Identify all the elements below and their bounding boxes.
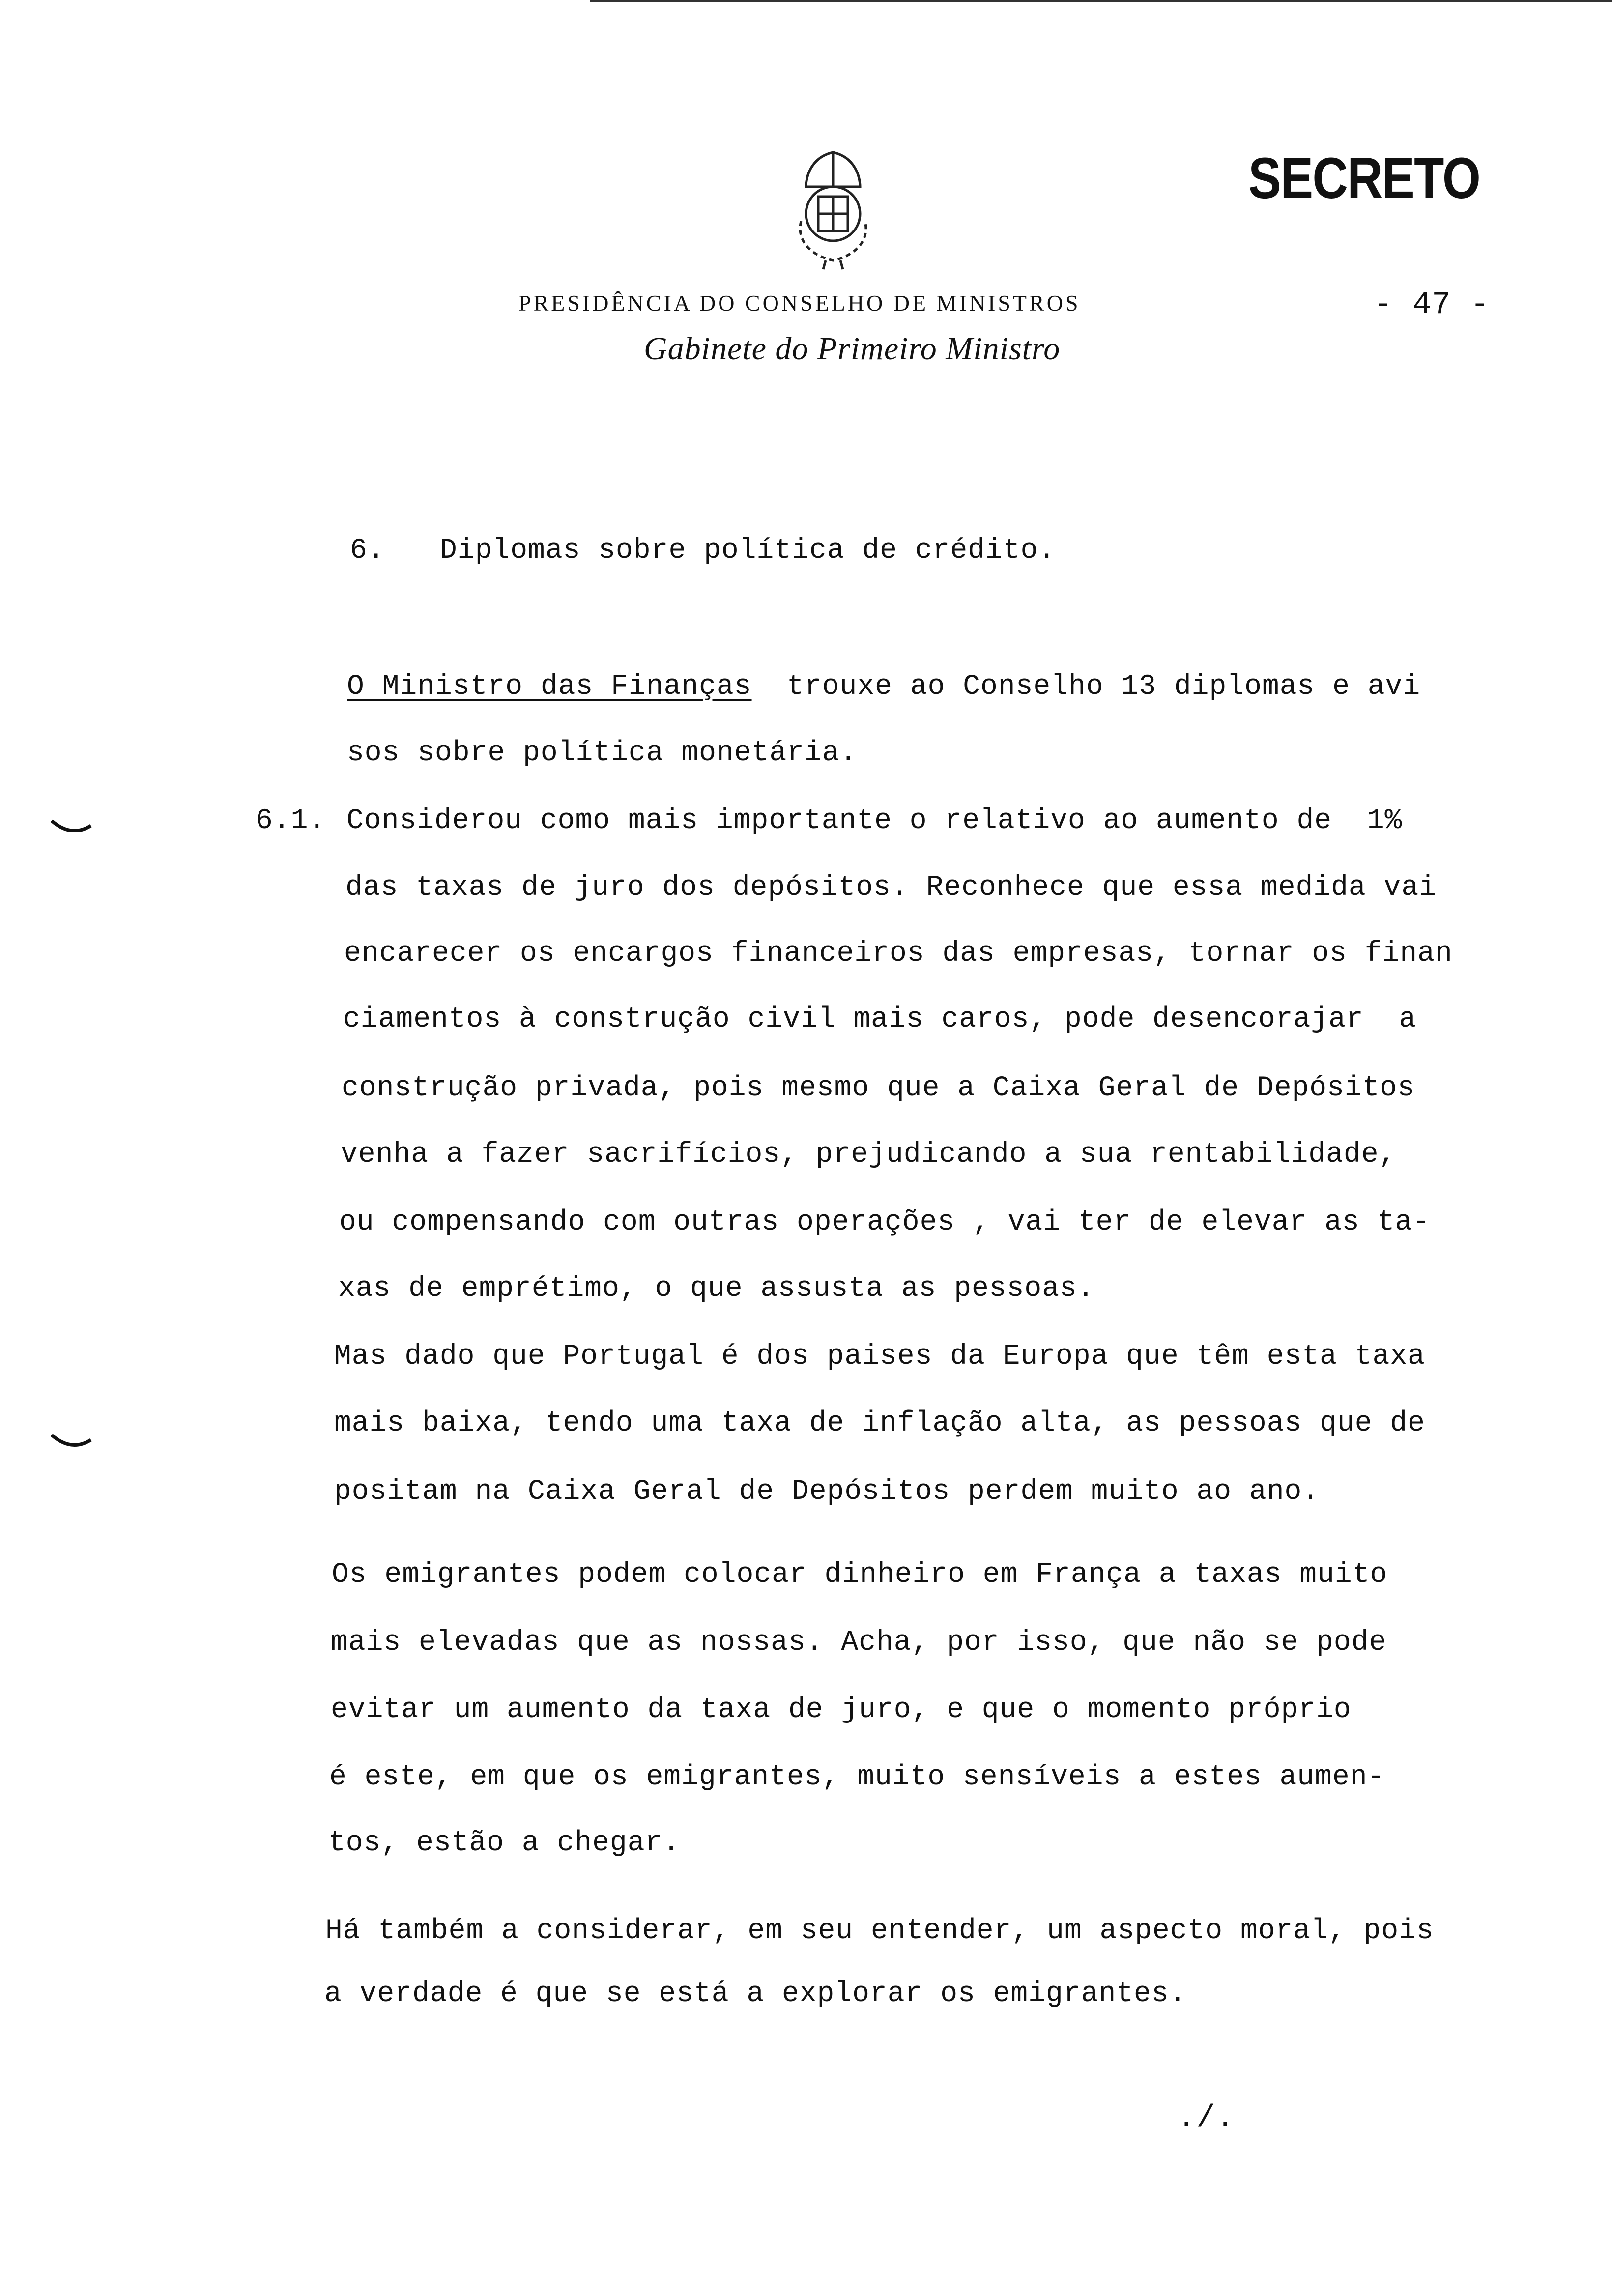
body-line: tos, estão a chegar. [328, 1827, 681, 1859]
secret-stamp: SECRETO [1248, 146, 1480, 211]
body-line: das taxas de juro dos depósitos. Reconhece que essa medida vai [345, 872, 1437, 904]
body-line: evitar um aumento da taxa de juro, e que o momento próprio [331, 1694, 1352, 1726]
coat-of-arms-seal-icon [777, 147, 890, 270]
body-line: a verdade é que se está a explorar os emigrantes. [324, 1978, 1187, 2010]
body-line: Os emigrantes podem colocar dinheiro em França a taxas muito [332, 1559, 1388, 1591]
body-line: Há também a considerar, em seu entender, um aspecto moral, pois [325, 1915, 1434, 1947]
continuation-mark: ./. [1177, 2101, 1236, 2136]
office-subtitle: Gabinete do Primeiro Ministro [644, 331, 1061, 367]
body-line: construção privada, pois mesmo que a Caixa Geral de Depósitos [342, 1072, 1415, 1104]
page-number: - 47 - [1374, 287, 1490, 323]
minister-name-underlined: O Ministro das Finanças [347, 671, 752, 703]
body-line: mais elevadas que as nossas. Acha, por isso, que não se pode [331, 1627, 1387, 1659]
subsection-number: 6.1. [256, 805, 326, 837]
section-title: Diplomas sobre política de crédito. [440, 535, 1056, 567]
binder-hole-mark-icon [49, 1433, 93, 1452]
paragraph-intro-line [347, 671, 1420, 703]
body-line: venha a fazer sacrifícios, prejudicando a sua rentabilidade, [341, 1139, 1397, 1171]
binder-hole-mark-icon [49, 818, 93, 838]
body-line: Considerou como mais importante o relativo ao aumento de 1% [346, 805, 1403, 837]
scan-edge-line [590, 0, 1612, 2]
section-number: 6. [350, 535, 385, 567]
body-line: xas de emprétimo, o que assusta as pessoas. [338, 1273, 1095, 1305]
body-line: é este, em que os emigrantes, muito sensíveis a estes aumen- [329, 1761, 1385, 1793]
paragraph-intro-line-2: sos sobre política monetária. [347, 737, 858, 769]
body-line: ou compensando com outras operações , vai ter de elevar as ta- [339, 1206, 1430, 1238]
body-line: mais baixa, tendo uma taxa de inflação alta, as pessoas que de [334, 1407, 1425, 1439]
body-line: Mas dado que Portugal é dos paises da Europa que têm esta taxa [334, 1341, 1425, 1373]
body-line: ciamentos à construção civil mais caros, pode desencorajar a [343, 1004, 1417, 1035]
body-line: positam na Caixa Geral de Depósitos perdem muito ao ano. [334, 1476, 1320, 1508]
institution-header: PRESIDÊNCIA DO CONSELHO DE MINISTROS [518, 290, 1081, 316]
intro-text: trouxe ao Conselho 13 diplomas e avi [751, 671, 1421, 703]
body-line: encarecer os encargos financeiros das empresas, tornar os finan [344, 938, 1453, 970]
